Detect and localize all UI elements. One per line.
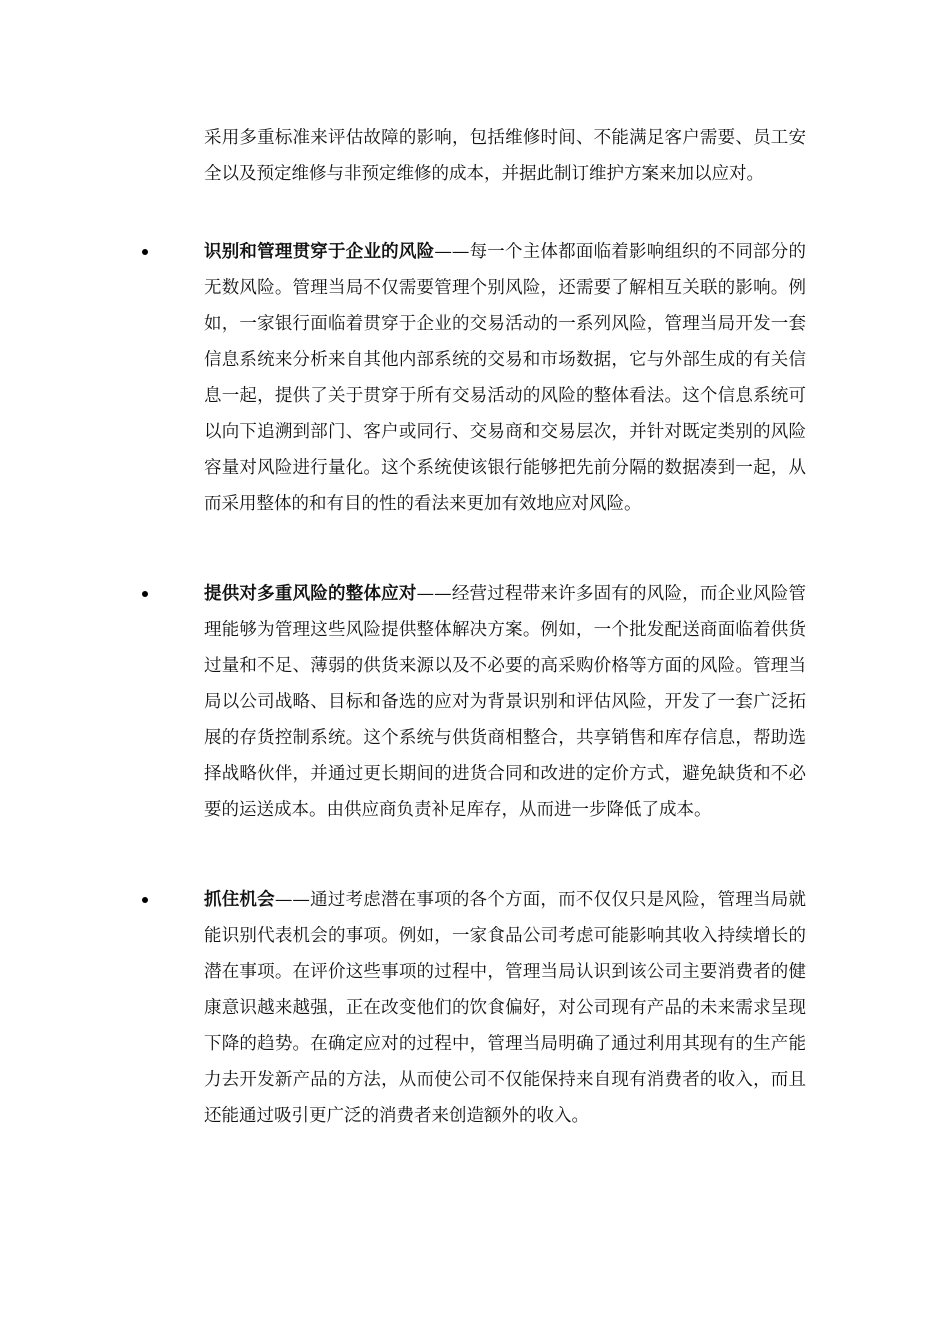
bullet-paragraph [204,576,806,828]
bullet-dot-icon [142,249,148,255]
bullet-paragraph [204,234,806,522]
bullet-dot-icon [142,897,148,903]
bullet-body: ——通过考虑潜在事项的各个方面，而不仅仅只是风险，管理当局就能识别代表机会的事项。例如，一家食品公司考虑可能影响其收入持续增长的潜在事项。在评价这些事项的过程中，管理当局认识到该公司主要消费者的健康意识越来越强，正在改变他们的饮食偏好，对公司现有产品的未来需求呈现下降的趋势。在确定应对的过程中，管理当局明确了通过利用其现有的生产能力去开发新产品的方法，从而使公司不仅能保持来自现有消费者的收入，而且还能通过吸引更广泛的消费者来创造额外的收入。 [204,890,806,1126]
bullet-dot-icon [142,591,148,597]
bullet-body: ——每一个主体都面临着影响组织的不同部分的无数风险。管理当局不仅需要管理个别风险，还需要了解相互关联的影响。例如，一家银行面临着贯穿于企业的交易活动的一系列风险，管理当局开发一套信息系统来分析来自其他内部系统的交易和市场数据，它与外部生成的有关信息一起，提供了关于贯穿于所有交易活动的风险的整体看法。这个信息系统可以向下追溯到部门、客户或同行、交易商和交易层次，并针对既定类别的风险容量对风险进行量化。这个系统使该银行能够把先前分隔的数据凑到一起，从而采用整体的和有目的性的看法来更加有效地应对风险。 [204,242,806,514]
bullet-title: 抓住机会 [204,890,275,910]
bullet-body: ——经营过程带来许多固有的风险，而企业风险管理能够为管理这些风险提供整体解决方案。例如，一个批发配送商面临着供货过量和不足、薄弱的供货来源以及不必要的高采购价格等方面的风险。管理当局以公司战略、目标和备选的应对为背景识别和评估风险，开发了一套广泛拓展的存货控制系统。这个系统与供货商相整合，共享销售和库存信息，帮助选择战略伙伴，并通过更长期间的进货合同和改进的定价方式，避免缺货和不必要的运送成本。由供应商负责补足库存，从而进一步降低了成本。 [204,584,806,820]
bullet-title: 识别和管理贯穿于企业的风险 [204,242,435,262]
bullet-paragraph [204,882,806,1134]
bullet-title: 提供对多重风险的整体应对 [204,584,417,604]
continuation-paragraph: 采用多重标准来评估故障的影响，包括维修时间、不能满足客户需要、员工安全以及预定维修与非预定维修的成本，并据此制订维护方案来加以应对。 [204,128,806,184]
